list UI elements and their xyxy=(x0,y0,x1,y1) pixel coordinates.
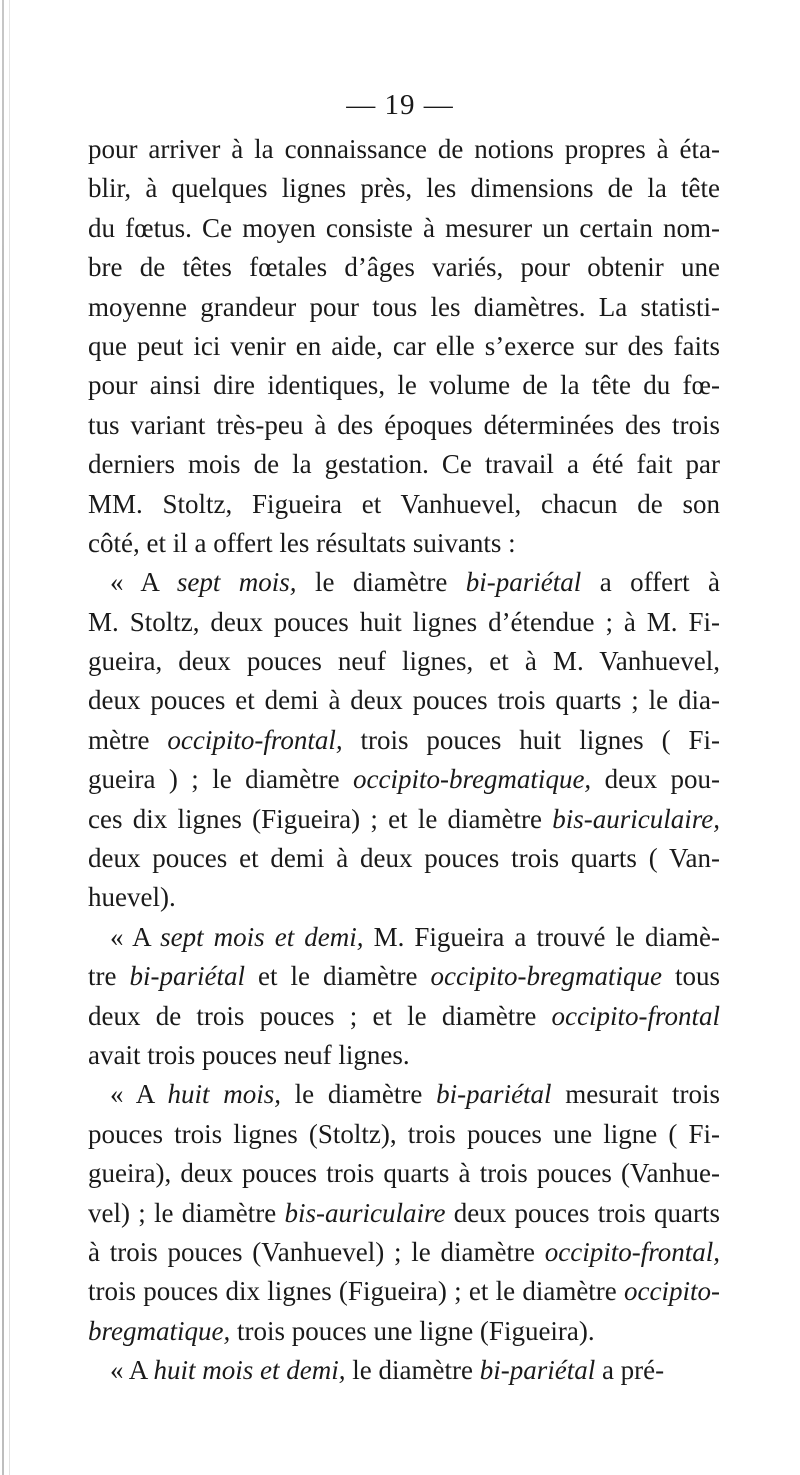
text-run: « A xyxy=(110,567,177,598)
italic-term: bi-pariétal xyxy=(465,567,582,598)
text-line xyxy=(88,918,720,957)
text-run: pour ainsi dire identiques, le volume de la tête du fœ- xyxy=(88,370,720,401)
text-line xyxy=(88,878,720,917)
text-line xyxy=(88,288,720,327)
text-line xyxy=(88,1036,720,1075)
text-line xyxy=(88,681,720,720)
text-run: « A xyxy=(110,1079,168,1110)
text-run: M. Figueira a trouvé le diamè- xyxy=(363,921,720,952)
text-line xyxy=(88,485,720,524)
italic-term: occipito-frontal xyxy=(551,1000,720,1031)
text-run: bre de têtes fœtales d’âges variés, pour obtenir une xyxy=(88,252,720,283)
text-run: deux pou- xyxy=(591,764,720,795)
text-run: MM. Stoltz, Figueira et Vanhuevel, chacun de son xyxy=(88,488,720,519)
page-edge-shadow-faint xyxy=(9,0,10,1475)
text-line xyxy=(88,1312,720,1351)
text-line xyxy=(88,957,720,996)
text-run: mètre xyxy=(88,724,168,755)
text-run: vel) ; le diamètre xyxy=(88,1197,285,1228)
body-text xyxy=(88,130,720,1391)
text-line xyxy=(88,130,720,169)
text-line xyxy=(88,839,720,878)
text-run: trois pouces une ligne (Figueira). xyxy=(230,1315,595,1346)
page-edge-shadow xyxy=(2,0,4,1475)
text-line xyxy=(88,169,720,208)
text-run: tre xyxy=(88,961,130,992)
text-run: gueira), deux pouces trois quarts à trois pouces (Vanhue- xyxy=(88,1158,720,1189)
text-run: à trois pouces (Vanhuevel) ; le diamètre xyxy=(88,1236,545,1267)
text-run: deux pouces et demi à deux pouces trois quarts ; le dia- xyxy=(88,685,720,716)
text-run: moyenne grandeur pour tous les diamètres. La statisti- xyxy=(88,291,720,322)
text-line xyxy=(88,1351,720,1390)
italic-term: bi-pariétal xyxy=(129,961,245,992)
italic-term: huit mois et demi, xyxy=(153,1355,346,1386)
italic-term: bregmatique, xyxy=(88,1315,231,1346)
text-line xyxy=(88,1154,720,1193)
text-line xyxy=(88,1233,720,1272)
text-run: pouces trois lignes (Stoltz), trois pouces une ligne ( Fi- xyxy=(88,1118,720,1149)
text-run: le diamètre xyxy=(296,567,466,598)
text-run: et le diamètre xyxy=(245,961,431,992)
text-line xyxy=(88,563,720,602)
text-line xyxy=(88,406,720,445)
text-run: M. Stoltz, deux pouces huit lignes d’étendue ; à M. Fi- xyxy=(88,606,720,637)
text-run: tous xyxy=(661,961,720,992)
text-run: deux pouces trois quarts xyxy=(445,1197,720,1228)
text-line xyxy=(88,997,720,1036)
text-run: le diamètre xyxy=(345,1355,480,1386)
text-run: « A xyxy=(110,1355,154,1386)
italic-term: occipito-bregmatique, xyxy=(352,764,592,795)
text-run: gueira ) ; le diamètre xyxy=(88,764,353,795)
italic-term: sept mois, xyxy=(176,567,297,598)
italic-term: occipito-frontal, xyxy=(544,1236,720,1267)
italic-term: occipito-bregmatique xyxy=(430,961,662,992)
text-run: ces dix lignes (Figueira) ; et le diamètre xyxy=(88,803,553,834)
text-line xyxy=(88,1115,720,1154)
text-line xyxy=(88,603,720,642)
italic-term: huit mois, xyxy=(167,1079,281,1110)
text-run: côté, et il a offert les résultats suivants : xyxy=(88,527,516,558)
text-run: tus variant très-peu à des époques déterminées des trois xyxy=(88,409,720,440)
page-number: — 19 — xyxy=(346,89,454,121)
italic-term: bi-pariétal xyxy=(479,1355,596,1386)
text-run: a pré- xyxy=(595,1355,665,1386)
text-run: le diamètre xyxy=(280,1079,437,1110)
italic-term: bis-auriculaire xyxy=(284,1197,446,1228)
italic-term: sept mois et demi, xyxy=(160,921,364,952)
text-run: huevel). xyxy=(88,882,176,913)
text-run: a offert à xyxy=(581,567,720,598)
text-run: deux de trois pouces ; et le diamètre xyxy=(88,1000,552,1031)
text-line xyxy=(88,1272,720,1311)
italic-term: bi-pariétal xyxy=(436,1079,552,1110)
text-line xyxy=(88,445,720,484)
italic-term: occipito-frontal, xyxy=(167,724,343,755)
text-run: avait trois pouces neuf lignes. xyxy=(88,1039,410,1070)
text-line xyxy=(88,760,720,799)
text-run: du fœtus. Ce moyen consiste à mesurer un certain nom- xyxy=(88,212,720,243)
text-line xyxy=(88,642,720,681)
italic-term: bis-auriculaire, xyxy=(552,803,720,834)
text-run: derniers mois de la gestation. Ce travail a été fait par xyxy=(88,449,720,480)
text-run: mesurait trois xyxy=(551,1079,720,1110)
italic-term: occipito- xyxy=(624,1276,720,1307)
text-line xyxy=(88,1075,720,1114)
text-run: « A xyxy=(110,921,161,952)
text-line xyxy=(88,366,720,405)
text-line xyxy=(88,209,720,248)
text-run: blir, à quelques lignes près, les dimensions de la tête xyxy=(88,173,720,204)
text-run: pour arriver à la connaissance de notions propres à éta- xyxy=(88,134,720,164)
text-run: gueira, deux pouces neuf lignes, et à M. Vanhuevel, xyxy=(88,646,720,677)
text-run: trois pouces dix lignes (Figueira) ; et le diamètre xyxy=(88,1276,625,1307)
text-run: que peut ici venir en aide, car elle s’exerce sur des faits xyxy=(88,330,720,361)
text-line xyxy=(88,721,720,760)
text-line xyxy=(88,248,720,287)
text-run: trois pouces huit lignes ( Fi- xyxy=(342,724,720,755)
text-run: deux pouces et demi à deux pouces trois quarts ( Van- xyxy=(88,843,720,874)
text-line xyxy=(88,800,720,839)
text-line xyxy=(88,524,720,563)
text-line xyxy=(88,327,720,366)
text-line xyxy=(88,1194,720,1233)
